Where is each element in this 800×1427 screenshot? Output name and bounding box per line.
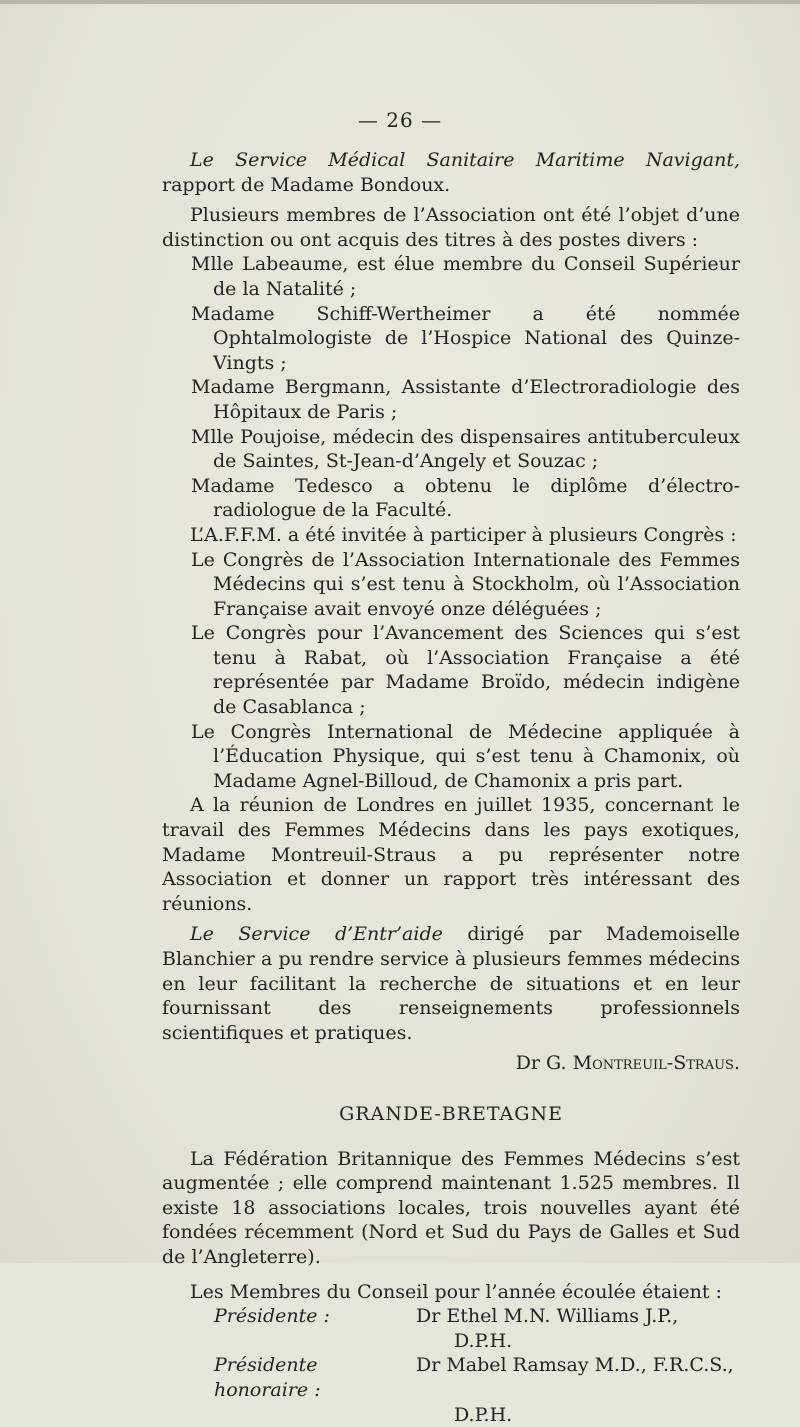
conseil-member: Dr Mabel Ramsay M.D., F.R.C.S., [416,1353,740,1402]
page-number: — 26 — [0,108,800,132]
congres-item: Le Congrès International de Médecine appliquée à l’Éducation Physique, qui s’est tenu à Chamonix, où Madame Agnel-Billoud, de Chamonix a pris part. [162,720,740,794]
congres-item: Le Congrès de l’Association Internationale des Femmes Médecins qui s’est tenu à Stockholm, où l’Association Française avait envoyé onze déléguées ; [162,548,740,622]
signature-name: Montreuil-Straus. [573,1052,740,1074]
distinction-item: Mlle Labeaume, est élue membre du Conseil Supérieur de la Natalité ; [162,252,740,301]
section-heading: GRANDE-BRETAGNE [162,1102,740,1127]
service-description: dirigé par Mademoiselle Blanchier a pu rendre service à plusieurs femmes médecins en leur facilitant la recherche de situations et en leur fournissant des renseignements professionnels scientifiques et pratiques. [162,923,740,1043]
body-text [162,148,740,1427]
paragraph-distinctions-intro: Plusieurs membres de l’Association ont été l’objet d’une distinction ou ont acquis des titres à des postes divers : [162,203,740,252]
conseil-row [162,1353,740,1402]
paragraph-entraide [162,922,740,1045]
report-author: rapport de Madame Bondoux. [162,174,450,196]
service-title: Le Service d’Entr’aide [190,923,443,945]
congres-item: Le Congrès pour l’Avancement des Sciences qui s’est tenu à Rabat, où l’Association Française a été représentée par Madame Broïdo, médecin indigène de Casablanca ; [162,621,740,719]
distinction-item: Madame Tedesco a obtenu le diplôme d’électro-radiologue de la Faculté. [162,474,740,523]
paragraph-federation: La Fédération Britannique des Femmes Médecins s’est augmentée ; elle comprend maintenant 1.525 membres. Il existe 18 associations locales, trois nouvelles ayant été fondées récemment (Nord et Sud du Pays de Galles et Sud de l’Angleterre). [162,1147,740,1270]
distinction-item: Mlle Poujoise, médecin des dispensaires antituberculeux de Saintes, St-Jean-d’Angely et Souzac ; [162,425,740,474]
distinction-item: Madame Bergmann, Assistante d’Electroradiologie des Hôpitaux de Paris ; [162,375,740,424]
report-title: Le Service Médical Sanitaire Maritime Navigant, [190,149,740,171]
signature-prefix: Dr G. [516,1052,573,1074]
conseil-member-cont: D.P.H. [162,1403,740,1427]
conseil-role: Présidente honoraire : [162,1353,416,1402]
paragraph-londres: A la réunion de Londres en juillet 1935, concernant le travail des Femmes Médecins dans les pays exotiques, Madame Montreuil-Straus a pu représenter notre Association et donner un rapport très intéressant des réunions. [162,793,740,916]
conseil-row [162,1304,740,1329]
paragraph-service-medical [162,148,740,197]
conseil-member-cont: D.P.H. [162,1329,740,1354]
conseil-member: Dr Ethel M.N. Williams J.P., [416,1304,740,1329]
paragraph-congres-intro: L’A.F.F.M. a été invitée à participer à plusieurs Congrès : [162,523,740,548]
conseil-role: Présidente : [162,1304,416,1329]
paragraph-conseil-intro: Les Membres du Conseil pour l’année écoulée étaient : [162,1280,740,1305]
distinction-item: Madame Schiff-Wertheimer a été nommée Ophtalmologiste de l’Hospice National des Quinze-Vingts ; [162,302,740,376]
page-top-edge [0,0,800,4]
signature [162,1051,740,1076]
